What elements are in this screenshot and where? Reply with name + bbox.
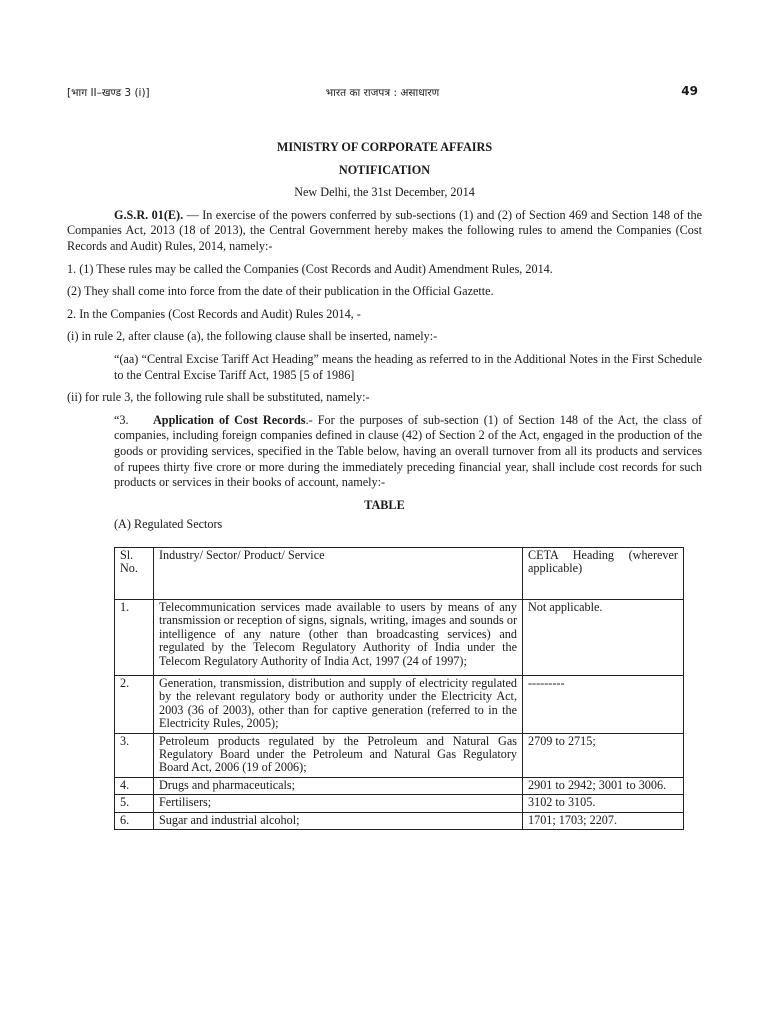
table-header-cell: CETA Heading (wherever applicable) [523, 547, 684, 599]
table-cell-industry: Fertilisers; [154, 795, 523, 812]
intro-text: — In exercise of the powers conferred by sub-sections (1) and (2) of Section 469 and Section 148 of the Companies Act, 2013 (18 of 2013), the Central Government hereby makes the following rules to amend the Companies (Cost Records and Audit) Rules, 2014, namely:- [67, 207, 702, 253]
table-cell-ceta: 1701; 1703; 2207. [523, 812, 684, 829]
date-line: New Delhi, the 31st December, 2014 [294, 185, 475, 200]
header-part-section: [भाग II–खण्ड 3 (i)] [67, 87, 150, 99]
table-subtitle: (A) Regulated Sectors [114, 517, 223, 532]
regulated-sectors-table [114, 547, 684, 830]
table-cell-sl: 6. [115, 812, 154, 829]
table-cell-ceta: Not applicable. [523, 599, 684, 675]
table-row [115, 675, 684, 733]
table-row [115, 733, 684, 777]
table-cell-sl: 2. [115, 675, 154, 733]
notification-title: NOTIFICATION [338, 162, 431, 177]
rule3-title: Application of Cost Records [153, 412, 306, 427]
table-cell-ceta: 3102 to 3105. [523, 795, 684, 812]
table-header-cell: Sl. No. [115, 547, 154, 599]
table-cell-industry: Sugar and industrial alcohol; [154, 812, 523, 829]
table-cell-ceta: --------- [523, 675, 684, 733]
page-header [67, 86, 698, 104]
ministry-title: MINISTRY OF CORPORATE AFFAIRS [276, 140, 493, 154]
paragraph-commencement: (2) They shall come into force from the date of their publication in the Official Gazette. [67, 284, 494, 299]
table-header-row [115, 547, 684, 599]
document-body [67, 140, 702, 830]
paragraph-rule2: (i) in rule 2, after clause (a), the following clause shall be inserted, namely:- [67, 329, 438, 344]
table-row [115, 599, 684, 675]
table-cell-industry: Drugs and pharmaceuticals; [154, 777, 523, 794]
table-header-cell: Industry/ Sector/ Product/ Service [154, 547, 523, 599]
table-cell-sl: 4. [115, 777, 154, 794]
header-gazette-title: भारत का राजपत्र : असाधारण [325, 87, 440, 99]
rule3-body: .- For the purposes of sub-section (1) of Section 148 of the Act, the class of companies, including foreign companies defined in clause (42) of Section 2 of the Act, engaged in the production of the goods or providing services, specified in the Table below, having an overall turnover from all its products and services of rupees thirty five crore or more during the immediately preceding financial year, shall include cost records for such products or services in their books of account, namely:- [114, 412, 702, 490]
table-cell-sl: 3. [115, 733, 154, 777]
table-cell-industry: Generation, transmission, distribution and supply of electricity regulated by the relevant regulatory body or authority under the Electricity Act, 2003 (36 of 2003), other than for captive generation (referred to in the Electricity Rules, 2005); [154, 675, 523, 733]
clause-aa: “(aa) “Central Excise Tariff Act Heading” means the heading as referred to in the Additional Notes in the First Schedule to the Central Excise Tariff Act, 1985 [5 of 1986] [114, 351, 702, 382]
intro-paragraph [67, 208, 702, 255]
page-number: 49 [681, 84, 698, 98]
table-title: TABLE [364, 497, 405, 512]
table-cell-sl: 5. [115, 795, 154, 812]
table-row [115, 777, 684, 794]
table-row [115, 812, 684, 829]
table-cell-ceta: 2901 to 2942; 3001 to 3006. [523, 777, 684, 794]
table-cell-ceta: 2709 to 2715; [523, 733, 684, 777]
gsr-number: G.S.R. 01(E). [114, 207, 184, 222]
rule3-text [67, 413, 702, 491]
rule3-number: “3. [114, 412, 129, 427]
paragraph-amendment: 2. In the Companies (Cost Records and Audit) Rules 2014, - [67, 306, 361, 321]
paragraph-short-title: 1. (1) These rules may be called the Companies (Cost Records and Audit) Amendment Rules, 2014. [67, 261, 553, 276]
table-row [115, 795, 684, 812]
table-cell-sl: 1. [115, 599, 154, 675]
table-cell-industry: Petroleum products regulated by the Petroleum and Natural Gas Regulatory Board under the Petroleum and Natural Gas Regulatory Board Act, 2006 (19 of 2006); [154, 733, 523, 777]
table-cell-industry: Telecommunication services made available to users by means of any transmission or reception of signs, signals, writing, images and sounds or intelligence of any nature (other than broadcasting services) and regulated by the Telecom Regulatory Authority of India under the Telecom Regulatory Authority of India Act, 1997 (24 of 1997); [154, 599, 523, 675]
paragraph-rule3: (ii) for rule 3, the following rule shall be substituted, namely:- [67, 390, 370, 405]
